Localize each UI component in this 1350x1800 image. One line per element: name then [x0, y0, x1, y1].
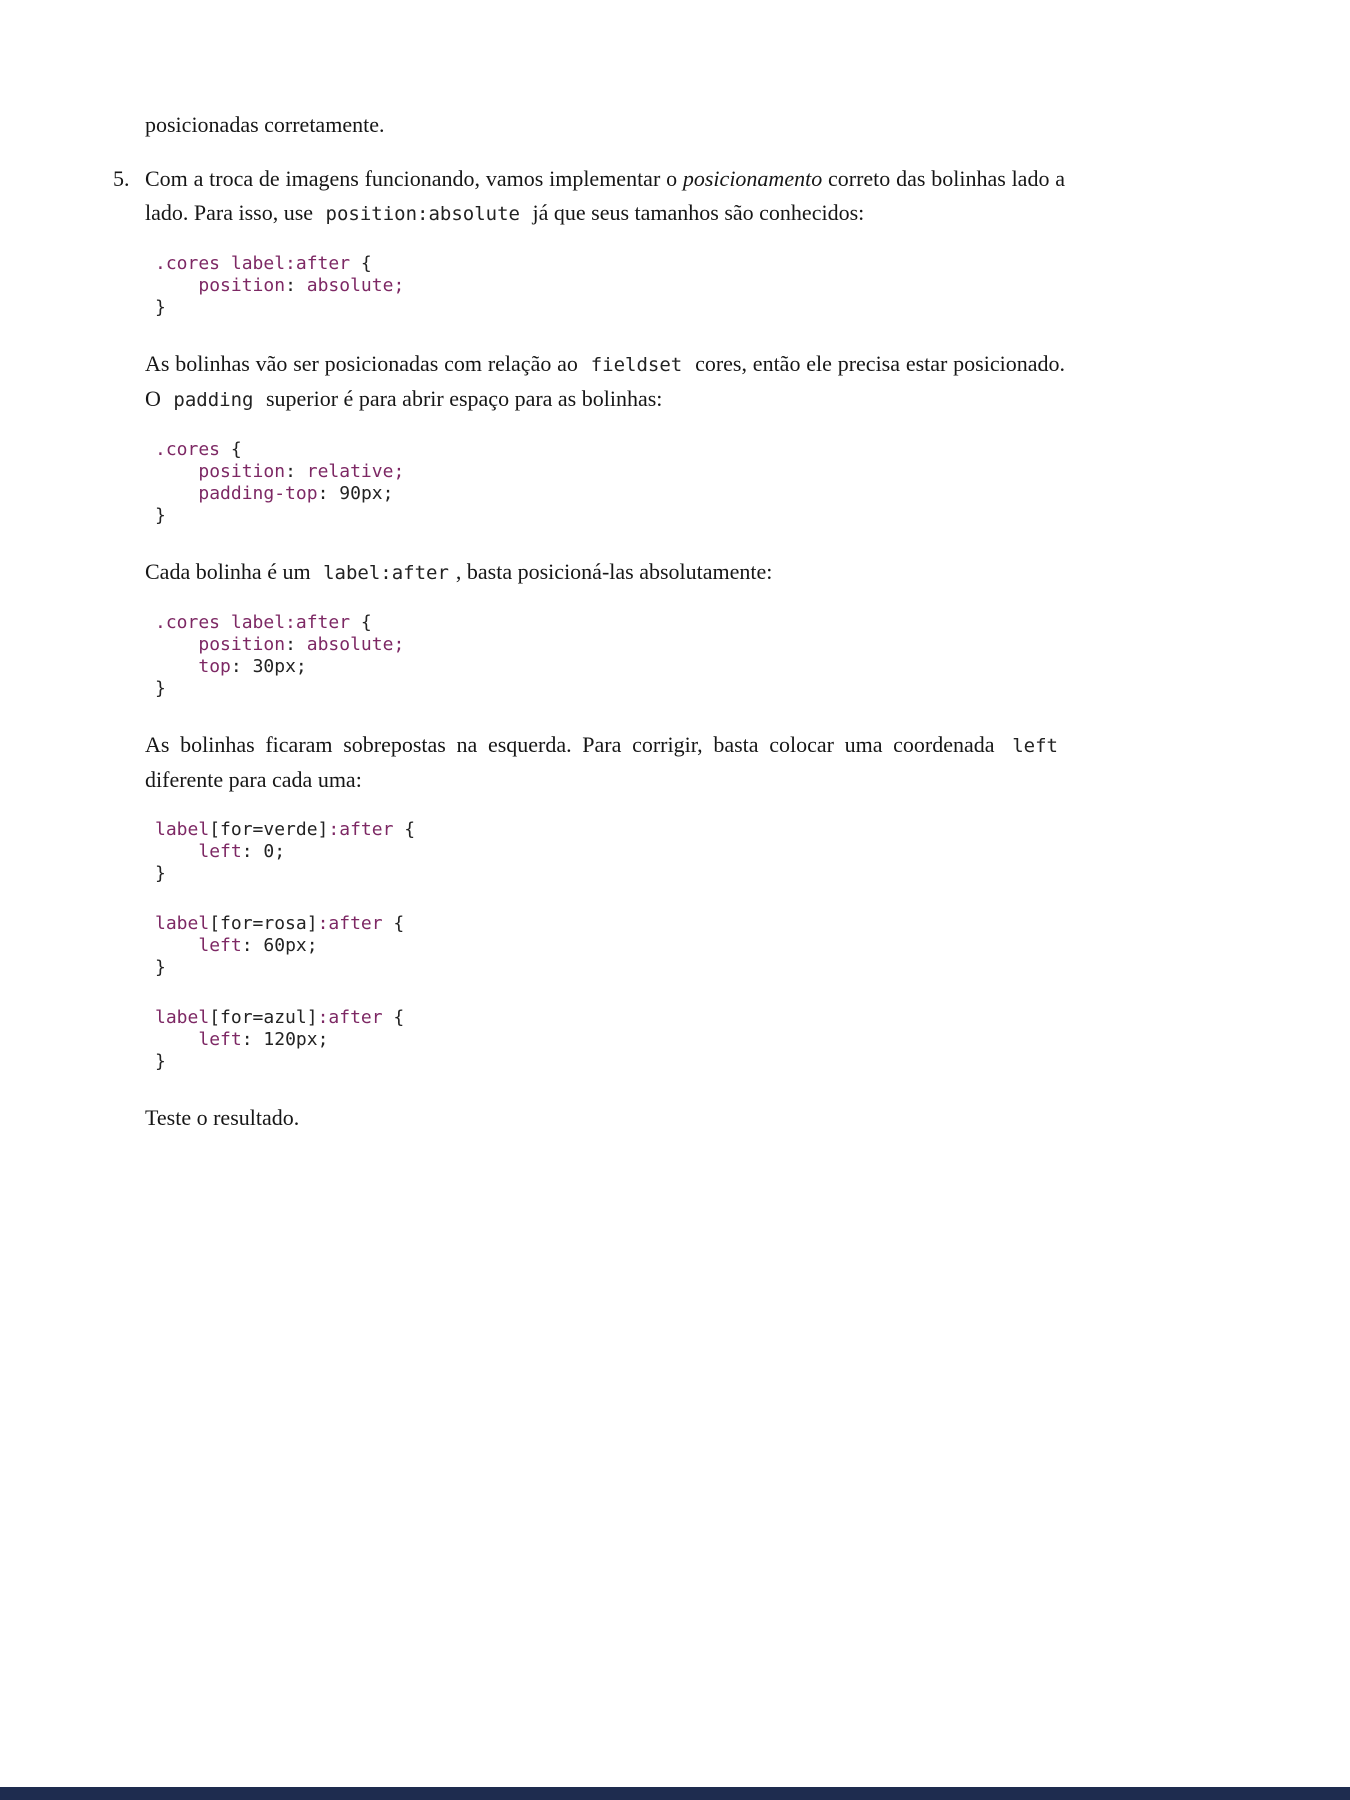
text-run: superior é para abrir espaço para as bolinhas: [260, 386, 663, 411]
code-line [155, 253, 1065, 275]
code-line [155, 656, 1065, 678]
code-token: : [241, 841, 264, 862]
code-token: } [155, 957, 166, 978]
inline-code: left [1012, 735, 1058, 757]
code-token: relative; [306, 461, 405, 482]
code-token: :after [317, 913, 383, 934]
code-token: } [155, 297, 166, 318]
code-token [155, 1029, 198, 1050]
paragraph-intro: posicionadas corretamente. [145, 112, 385, 137]
code-token [155, 935, 198, 956]
code-line [155, 461, 1065, 483]
paragraph-teste: Teste o resultado. [145, 1105, 300, 1130]
code-token: 90px; [339, 483, 394, 504]
paragraph-sobrepostas [145, 728, 1065, 797]
text-run: Cada bolinha é um [145, 559, 317, 584]
code-line [155, 439, 1065, 461]
text-run: As bolinhas vão ser posicionadas com relação ao [145, 351, 584, 376]
code-token: label [155, 1007, 210, 1028]
code-block-cores-label-after-2 [155, 612, 1065, 700]
code-token [155, 461, 198, 482]
code-token: .cores label:after [155, 253, 351, 274]
code-token: [for=rosa] [209, 913, 318, 934]
text-run: cores, então ele precisa estar posicionado. O [145, 351, 1065, 411]
code-token: absolute; [306, 634, 405, 655]
code-token: } [155, 863, 166, 884]
code-line [155, 957, 1065, 979]
text-run: já que seus tamanhos são conhecidos: [527, 200, 865, 225]
code-token [155, 483, 198, 504]
code-line [155, 1007, 1065, 1029]
code-token: : [285, 461, 307, 482]
code-token: { [382, 1007, 405, 1028]
paragraph-cada-bolinha [145, 555, 1065, 590]
code-token: : [317, 483, 340, 504]
code-token: absolute; [306, 275, 405, 296]
code-token: top [198, 656, 231, 677]
list-item-body [145, 162, 1065, 231]
footer-color-bar [0, 1787, 1350, 1800]
page-content [113, 108, 1066, 1155]
code-line [155, 297, 1065, 319]
code-line [155, 913, 1065, 935]
code-token: :after [328, 819, 394, 840]
code-line [155, 819, 1065, 841]
code-token: : [241, 935, 264, 956]
text-run: , basta posicioná-las absolutamente: [455, 559, 773, 584]
code-token: } [155, 505, 166, 526]
inline-code: padding [173, 389, 254, 411]
code-token: : [241, 1029, 264, 1050]
code-token: 120px; [263, 1029, 329, 1050]
code-token: .cores [155, 439, 221, 460]
code-token: : [285, 275, 307, 296]
text-run: diferente para cada uma: [145, 767, 362, 792]
text-run: As bolinhas ficaram sobrepostas na esquerda. Para corrigir, basta colocar uma coordenada [145, 732, 1006, 757]
italic-run: posicionamento [682, 166, 823, 191]
code-line [155, 841, 1065, 863]
code-token: } [155, 678, 166, 699]
code-token: { [350, 612, 372, 633]
code-token: : [230, 656, 253, 677]
list-item-number: 5. [113, 166, 130, 191]
code-token: position [198, 275, 286, 296]
inline-code: fieldset [590, 354, 683, 376]
code-line [155, 634, 1065, 656]
code-token [155, 634, 198, 655]
code-token: :after [317, 1007, 383, 1028]
code-token: padding-top [198, 483, 318, 504]
code-block-label-verde [155, 819, 1065, 885]
code-line [155, 1029, 1065, 1051]
code-token: [for=azul] [209, 1007, 318, 1028]
list-item-5 [113, 162, 1065, 231]
code-line [155, 612, 1065, 634]
code-line [155, 935, 1065, 957]
inline-code: label:after [323, 562, 449, 584]
code-block-cores-relative [155, 439, 1065, 527]
code-token: position [198, 634, 286, 655]
code-token: } [155, 1051, 166, 1072]
code-token: : [285, 634, 307, 655]
code-line [155, 678, 1065, 700]
code-token: label [155, 819, 210, 840]
code-token: [for=verde] [209, 819, 329, 840]
code-token: left [198, 841, 242, 862]
code-line [155, 863, 1065, 885]
inline-code: position:absolute [325, 203, 520, 225]
code-token: position [198, 461, 286, 482]
code-token: { [382, 913, 405, 934]
code-token: { [350, 253, 372, 274]
code-token [155, 841, 198, 862]
code-block-label-azul [155, 1007, 1065, 1073]
code-token [155, 275, 198, 296]
code-line [155, 1051, 1065, 1073]
code-token: 30px; [252, 656, 307, 677]
code-token: left [198, 935, 242, 956]
text-run: correto das bolinhas lado a lado. Para isso, use [145, 166, 1066, 225]
code-block-cores-label-after-1 [155, 253, 1065, 319]
text-run: Com a troca de imagens funcionando, vamos implementar o [145, 166, 683, 191]
code-token [155, 656, 198, 677]
code-line [155, 275, 1065, 297]
code-token: { [220, 439, 242, 460]
code-token: label [155, 913, 210, 934]
code-line [155, 505, 1065, 527]
paragraph-item5 [145, 162, 1065, 231]
paragraph-fieldset [145, 347, 1065, 417]
code-token: left [198, 1029, 242, 1050]
code-token: .cores label:after [155, 612, 351, 633]
code-token: { [393, 819, 416, 840]
code-token: 60px; [263, 935, 318, 956]
code-line [155, 483, 1065, 505]
code-token: 0; [263, 841, 286, 862]
code-block-label-rosa [155, 913, 1065, 979]
